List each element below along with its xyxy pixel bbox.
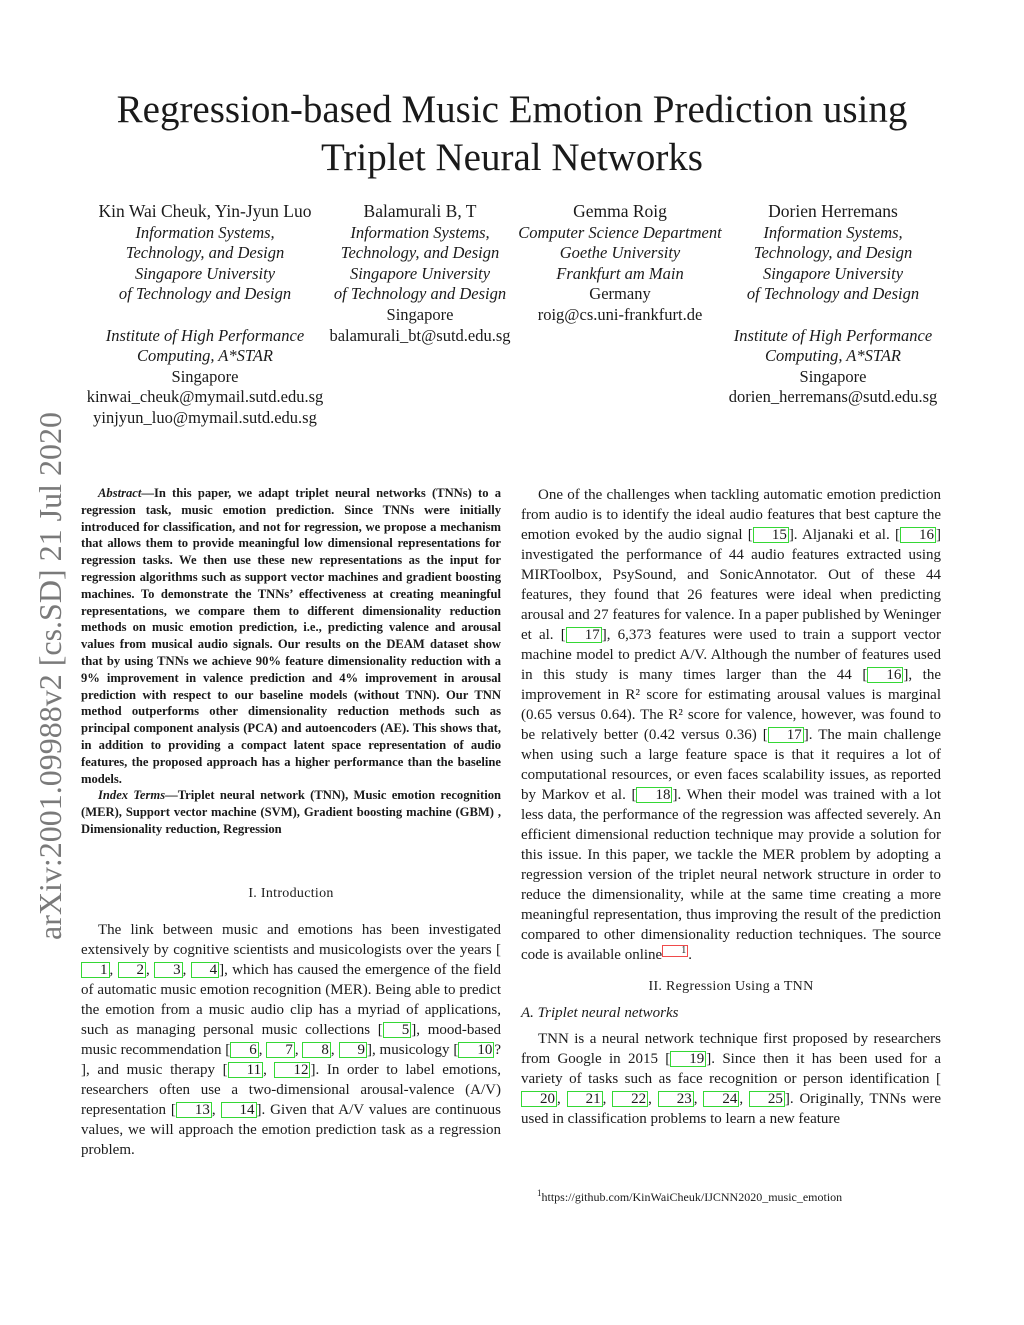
intro-paragraph: The link between music and emotions has been investigated extensively by cognitive scientists and musicologists over the years [1 , 2 , 3 , 4 ], which has caused the emergence of the field of automatic music emotion recognition (MER). Being able to predict the emotion from a music audio clip has a myriad of applications, such as managing personal music collections [ 5 ], mood-based music recommendation [ 6 , 7 , 8 , 9 ], musicology [ 10 ? ], and music therapy [ 11 , 12 ]. In order to label emotions, researchers often use a two-dimensional arousal-valence (A/V) representation [ 13 , 14 ]. Given that A/V values are continuous values, we will approach the emotion prediction task as a regression problem. [81,921,502,1158]
author-affiliation: Information Systems, [350,222,490,242]
citation-link[interactable]: 5 [383,1022,412,1038]
citation-link[interactable]: 15 [753,527,789,543]
arxiv-identifier: arXiv:2001.09988v2 [cs.SD] 21 Jul 2020 [32,412,68,940]
author-name: Kin Wai Cheuk, Yin-Jyun Luo [98,201,312,221]
citation-link[interactable]: 14 [221,1102,257,1118]
author-affiliation: Singapore University [134,263,276,283]
citation-link[interactable]: 10 [458,1042,494,1058]
right-column [521,485,941,1129]
citation-link[interactable]: 23 [658,1091,694,1107]
author-affiliation: Technology, and Design [753,243,913,263]
author-affiliation: of Technology and Design [118,284,292,304]
author-institute: Computing, A*STAR [765,346,901,366]
citation-link[interactable]: 3 [154,962,183,978]
footnote [537,1185,967,1205]
citation-link[interactable]: 4 [191,962,220,978]
citation-link[interactable]: 19 [670,1051,706,1067]
author-affiliation: Frankfurt am Main [556,263,684,283]
author-email: balamurali_bt@sutd.edu.sg [329,325,511,345]
author-country: Singapore [799,366,867,386]
author-institute: Computing, A*STAR [137,346,273,366]
index-terms-text: —Triplet neural network (TNN), Music emotion recognition (MER), Support vector machine (SVM), Gradient boosting machine (GBM) , Dimensionality reduction, Regression [81,788,502,836]
citation-link[interactable]: 20 [521,1091,557,1107]
author-affiliation: of Technology and Design [746,284,920,304]
author-affiliation: Computer Science Department [518,222,722,242]
citation-link[interactable]: 9 [339,1042,368,1058]
citation-link[interactable]: 16 [867,667,903,683]
section-heading-introduction: I. Introduction [248,885,334,901]
citation-link[interactable]: 24 [703,1091,739,1107]
citation-link[interactable]: 7 [266,1042,295,1058]
author-email: roig@cs.uni-frankfurt.de [537,304,703,324]
index-terms-label: Index Terms [98,788,166,803]
citation-link[interactable]: 6 [230,1042,259,1058]
author-institute: Institute of High Performance [105,325,305,345]
author-block-roig [510,201,730,326]
subsection-heading-triplet: A. Triplet neural networks [521,1005,679,1021]
citation-link[interactable]: 13 [176,1102,212,1118]
author-name: Gemma Roig [573,201,667,221]
abstract-label: Abstract [98,486,142,500]
author-email: kinwai_cheuk@mymail.sutd.edu.sg [86,387,324,407]
abstract [81,485,501,787]
footnote-url[interactable]: https://github.com/KinWaiCheuk/IJCNN2020_music_emotion [541,1190,843,1204]
author-affiliation: Goethe University [559,243,681,263]
abstract-text: —In this paper, we adapt triplet neural networks (TNNs) to a regression task, music emotion prediction. Since TNNs were initially introduced for classification, and not for regression, we propose a mechanism that allows them to provide meaningful low dimensional representations for regression tasks. We then use these new representations as the input for regression algorithms such as support vector machines and gradient boosting machines. To demonstrate the TNNs’ effectiveness at creating meaningful representations, we compare them to different dimensionality reduction methods on music emotion prediction, i.e., predicting valence and arousal values from musical audio signals. Our results on the DEAM dataset show that by using TNNs we achieve 90% feature dimensionality reduction with a 9% improvement in valence prediction and 4% improvement in arousal prediction with respect to our baseline models (without TNN). Our TNN method outperforms other dimensionality reduction methods such as principal component analysis (PCA) and autoencoders (AE). This shows that, in addition to providing a compact latent space representation of audio features, the proposed approach has a higher performance than the baseline models. [81,486,501,786]
author-country: Singapore [171,366,239,386]
citation-link[interactable]: 17 [566,627,602,643]
section-heading-regression-tnn: II. Regression Using a TNN [648,979,814,994]
author-affiliation: Singapore University [349,263,491,283]
tnn-paragraph: TNN is a neural network technique first proposed by researchers from Google in 2015 [ 19 ]. Since then it has been used for a variety of tasks such as face recognition or person identification [20 , 21 , 22 , 23 , 24 , 25 ]. Originally, TNNs were used in classification problems to learn a new feature [521,1031,942,1127]
citation-link[interactable]: 18 [636,787,672,803]
author-affiliation: Information Systems, [763,222,903,242]
citation-link[interactable]: 12 [274,1062,310,1078]
paper-title: Regression-based Music Emotion Prediction using Triplet Neural Networks [116,88,908,179]
citation-link[interactable]: 1 [81,962,110,978]
left-column [81,485,501,1160]
author-email: dorien_herremans@sutd.edu.sg [728,387,938,407]
citation-link[interactable]: 8 [302,1042,331,1058]
author-affiliation: of Technology and Design [333,284,507,304]
author-block-balamurali [320,201,520,346]
citation-link[interactable]: 11 [228,1062,263,1078]
author-institute: Institute of High Performance [733,325,933,345]
author-country: Singapore [386,304,454,324]
author-block-herremans [718,201,948,408]
author-affiliation: Technology, and Design [340,243,500,263]
citation-link[interactable]: 25 [749,1091,785,1107]
challenges-paragraph: One of the challenges when tackling automatic emotion prediction from audio is to identify the ideal audio features that best capture the emotion evoked by the audio signal [ 15 ]. Aljanaki et al. [ 16 ] investigated the performance of 44 audio features extracted using MIRToolbox, PsySound, and SonicAnnotator. Out of these 44 features, they found that 26 features were ideal when predicting arousal and 27 features for valence. In a paper published by Weninger et al. [ 17 ], 6,373 features were used to train a support vector machine model to predict A/V. Although the number of features used in this study is many times larger than the 44 [ 16 ], the improvement in R² score for estimating arousal values is marginal (0.65 versus 0.64). The R² score for valence, however, was found to be relatively better (0.42 versus 0.36) [ 17 ]. The main challenge when using such a large feature space is that it requires a lot of computational resources, or even faces scalability issues, as reported by Markov et al. [ 18 ]. When their model was trained with a lot less data, the performance of the regression was affected severely. An efficient dimensional reduction technique may provide a solution for this issue. In this paper, we tackle the MER problem by adopting a regression version of the triplet neural network structure in order to reduce the dimensionality, while at the same time creating a more meaningful representation, thus improving the result of the prediction compared to other dimensionality reduction techniques. The source code is available online 1 . [521,487,942,963]
author-email: yinjyun_luo@mymail.sutd.edu.sg [93,407,317,427]
author-affiliation: Information Systems, [135,222,275,242]
author-block-cheuk-luo [80,201,330,429]
citation-link[interactable]: 17 [768,727,804,743]
citation-link[interactable]: 22 [612,1091,648,1107]
citation-link[interactable]: 21 [567,1091,603,1107]
citation-link[interactable]: 16 [900,527,936,543]
author-name: Dorien Herremans [768,201,898,221]
footnote-link[interactable]: 1 [662,945,688,957]
author-affiliation: Singapore University [762,263,904,283]
author-name: Balamurali B, T [363,201,477,221]
index-terms [81,787,501,837]
author-affiliation: Technology, and Design [125,243,285,263]
footnote-mark: 1 [537,1188,542,1198]
author-country: Germany [589,284,651,304]
citation-link[interactable]: 2 [118,962,147,978]
